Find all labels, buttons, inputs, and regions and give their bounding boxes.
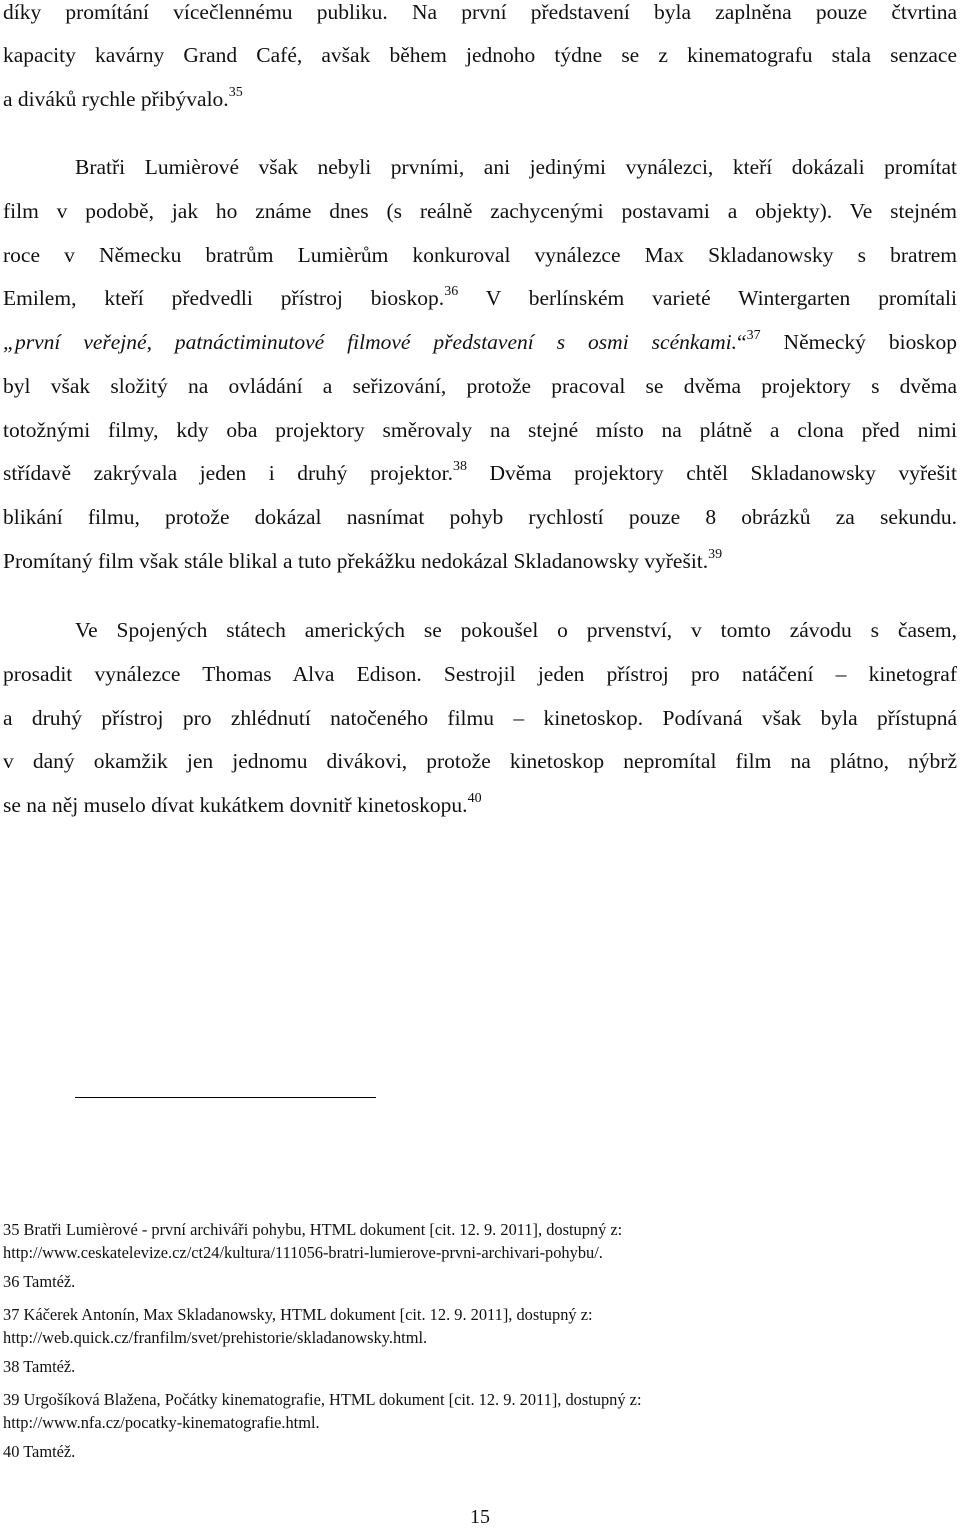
text-run: díky promítání vícečlennému publiku. Na první představení byla zaplněna pouze čtvrtina xyxy=(3,0,957,24)
text-line xyxy=(3,284,957,312)
text-run: a druhý přístroj pro zhlédnutí natočeného filmu – kinetoskop. Podívaná však byla přístupná xyxy=(3,706,957,730)
text-run: Emilem, kteří předvedli přístroj bioskop. xyxy=(3,286,445,310)
text-run: Promítaný film však stále blikal a tuto překážku nedokázal Skladanowsky vyřešit. xyxy=(3,549,709,573)
footnote-ref-40[interactable]: 40 xyxy=(467,791,482,806)
footnote-37: 37 Káčerek Antonín, Max Skladanowsky, HTML dokument [cit. 12. 9. 2011], dostupný z: xyxy=(3,1305,593,1324)
text-line xyxy=(3,372,957,400)
footnote-35: 35 Bratři Lumièrové - první archiváři pohybu, HTML dokument [cit. 12. 9. 2011], dostupný z: xyxy=(3,1220,623,1239)
text-run: blikání filmu, protože dokázal nasnímat pohyb rychlostí pouze 8 obrázků za sekundu. xyxy=(3,505,957,529)
page-number: 15 xyxy=(470,1506,490,1528)
footnote-ref-37[interactable]: 37 xyxy=(746,328,761,343)
text-run: totožnými filmy, kdy oba projektory směrovaly na stejné místo na plátně a clona před nimi xyxy=(3,418,957,442)
footnote-ref-38[interactable]: 38 xyxy=(452,459,467,474)
text-run: Dvěma projektory chtěl Skladanowsky vyřešit xyxy=(466,461,957,485)
text-run: Ve Spojených státech amerických se pokoušel o prvenství, v tomto závodu s časem, xyxy=(75,618,957,642)
text-line xyxy=(3,85,957,113)
text-line xyxy=(3,0,957,26)
text-line xyxy=(3,547,957,575)
text-line xyxy=(3,747,957,775)
text-line xyxy=(3,41,957,69)
footnote-39: 39 Urgošíková Blažena, Počátky kinematografie, HTML dokument [cit. 12. 9. 2011], dostupný z: xyxy=(3,1390,642,1409)
text-line xyxy=(3,704,957,732)
text-run: film v podobě, jak ho známe dnes (s reálně zachycenými postavami a objekty). Ve stejném xyxy=(3,199,957,223)
text-run: byl však složitý na ovládání a seřizování, protože pracoval se dvěma projektory s dvěma xyxy=(3,374,957,398)
closing-quote: “ xyxy=(737,330,747,354)
footnote-36: 36 Tamtéž. xyxy=(3,1272,76,1291)
footnote-39-link[interactable]: http://www.nfa.cz/pocatky-kinematografie.html. xyxy=(3,1413,320,1432)
text-run: roce v Německu bratrům Lumièrům konkuroval vynálezce Max Skladanowsky s bratrem xyxy=(3,243,957,267)
text-run: prosadit vynálezce Thomas Alva Edison. Sestrojil jeden přístroj pro natáčení – kinetograf xyxy=(3,662,957,686)
text-run: Bratři Lumièrové však nebyli prvními, ani jedinými vynálezci, kteří dokázali promítat xyxy=(75,155,957,179)
footnote-35-link[interactable]: http://www.ceskatelevize.cz/ct24/kultura/111056-bratri-lumierove-prvni-archivari-pohybu/. xyxy=(3,1243,603,1262)
text-run: kapacity kavárny Grand Café, avšak během jednoho týdne se z kinematografu stala senzace xyxy=(3,43,957,67)
footnote-ref-35[interactable]: 35 xyxy=(228,85,243,100)
text-line xyxy=(75,153,957,181)
footnote-separator xyxy=(75,1097,376,1098)
footnote-37-link[interactable]: http://web.quick.cz/franfilm/svet/prehistorie/skladanowsky.html. xyxy=(3,1328,428,1347)
text-line xyxy=(3,241,957,269)
footnote-40: 40 Tamtéž. xyxy=(3,1442,76,1461)
text-run: Německý bioskop xyxy=(760,330,957,354)
quoted-italic-text: „první veřejné, patnáctiminutové filmové představení s osmi scénkami. xyxy=(3,330,738,354)
text-run: a diváků rychle přibývalo. xyxy=(3,87,229,111)
text-run: střídavě zakrývala jeden i druhý projektor. xyxy=(3,461,453,485)
text-line xyxy=(3,660,957,688)
footnote-ref-36[interactable]: 36 xyxy=(444,284,459,299)
footnote-38: 38 Tamtéž. xyxy=(3,1357,76,1376)
footnote-ref-39[interactable]: 39 xyxy=(708,547,723,562)
text-line xyxy=(3,503,957,531)
text-line xyxy=(3,328,957,356)
text-run: V berlínském varieté Wintergarten promítali xyxy=(458,286,957,310)
text-line xyxy=(3,459,957,487)
text-run: se na něj muselo dívat kukátkem dovnitř kinetoskopu. xyxy=(3,793,468,817)
text-line xyxy=(3,416,957,444)
text-line xyxy=(3,197,957,225)
text-run: v daný okamžik jen jednomu divákovi, protože kinetoskop nepromítal film na plátno, nýbrž xyxy=(3,749,957,773)
text-line xyxy=(75,616,957,644)
text-line xyxy=(3,791,957,819)
